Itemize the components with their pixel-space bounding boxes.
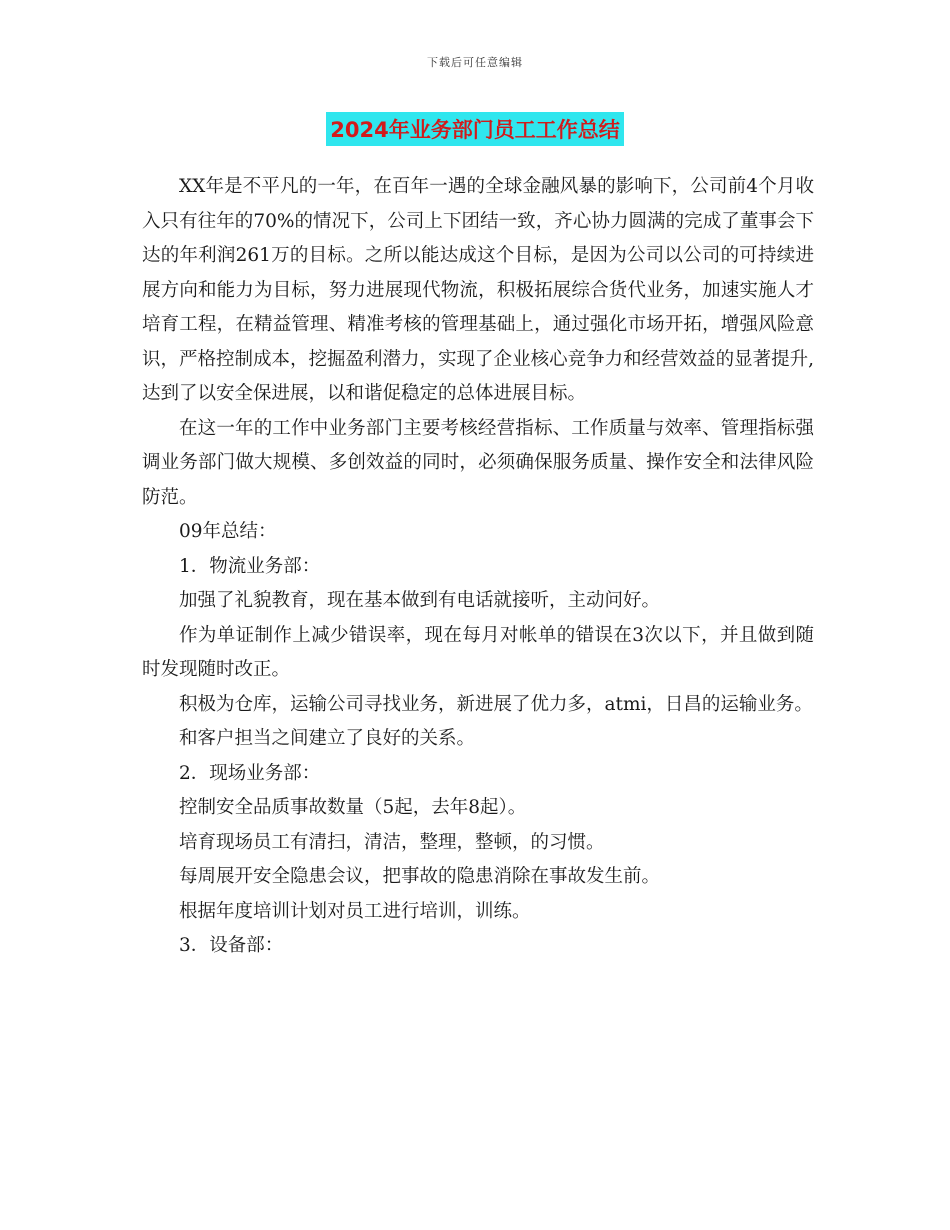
paragraph-logistics-2: 作为单证制作上减少错误率，现在每月对帐单的错误在3次以下，并且做到随时发现随时改正。 bbox=[142, 624, 814, 680]
section-heading-equipment: 3．设备部： bbox=[179, 935, 284, 956]
paragraph-logistics-4: 和客户担当之间建立了良好的关系。 bbox=[179, 728, 476, 749]
paragraph-onsite-4: 根据年度培训计划对员工进行培训，训练。 bbox=[179, 900, 531, 922]
paragraph-summary-heading: 09年总结： bbox=[179, 521, 277, 542]
paragraph-onsite-3: 每周展开安全隐患会议，把事故的隐患消除在事故发生前。 bbox=[179, 866, 661, 887]
header-note: 下载后可任意编辑 bbox=[427, 56, 523, 69]
paragraph-onsite-2: 培育现场员工有清扫，清洁，整理，整顿，的习惯。 bbox=[179, 831, 605, 853]
paragraph-logistics-1: 加强了礼貌教育，现在基本做到有电话就接听，主动问好。 bbox=[179, 590, 661, 611]
section-heading-logistics: 1．物流业务部： bbox=[179, 555, 321, 577]
section-heading-onsite: 2．现场业务部： bbox=[179, 762, 321, 784]
paragraph-onsite-1: 控制安全品质事故数量（5起，去年8起）。 bbox=[179, 797, 527, 818]
paragraph-assessment: 在这一年的工作中业务部门主要考核经营指标、工作质量与效率、管理指标强调业务部门做大规模、多创效益的同时，必须确保服务质量、操作安全和法律风险防范。 bbox=[142, 417, 814, 508]
document-body bbox=[142, 170, 814, 964]
paragraph-logistics-3: 积极为仓库，运输公司寻找业务，新进展了优力多，atmi，日昌的运输业务。 bbox=[179, 693, 813, 715]
paragraph-intro: XX年是不平凡的一年，在百年一遇的全球金融风暴的影响下，公司前4个月收入只有往年的70%的情况下，公司上下团结一致，齐心协力圆满的完成了董事会下达的年利润261万的目标。之所以能达成这个目标，是因为公司以公司的可持续进展方向和能力为目标，努力进展现代物流，积极拓展综合货代业务，加速实施人才培育工程，在精益管理、精准考核的管理基础上，通过强化市场开拓，增强风险意识，严格控制成本，挖掘盈利潜力，实现了企业核心竞争力和经营效益的显著提升,达到了以安全保进展，以和谐促稳定的总体进展目标。 bbox=[142, 176, 814, 404]
document-title: 2024年业务部门员工工作总结 bbox=[326, 112, 623, 146]
title-wrap bbox=[0, 112, 950, 146]
